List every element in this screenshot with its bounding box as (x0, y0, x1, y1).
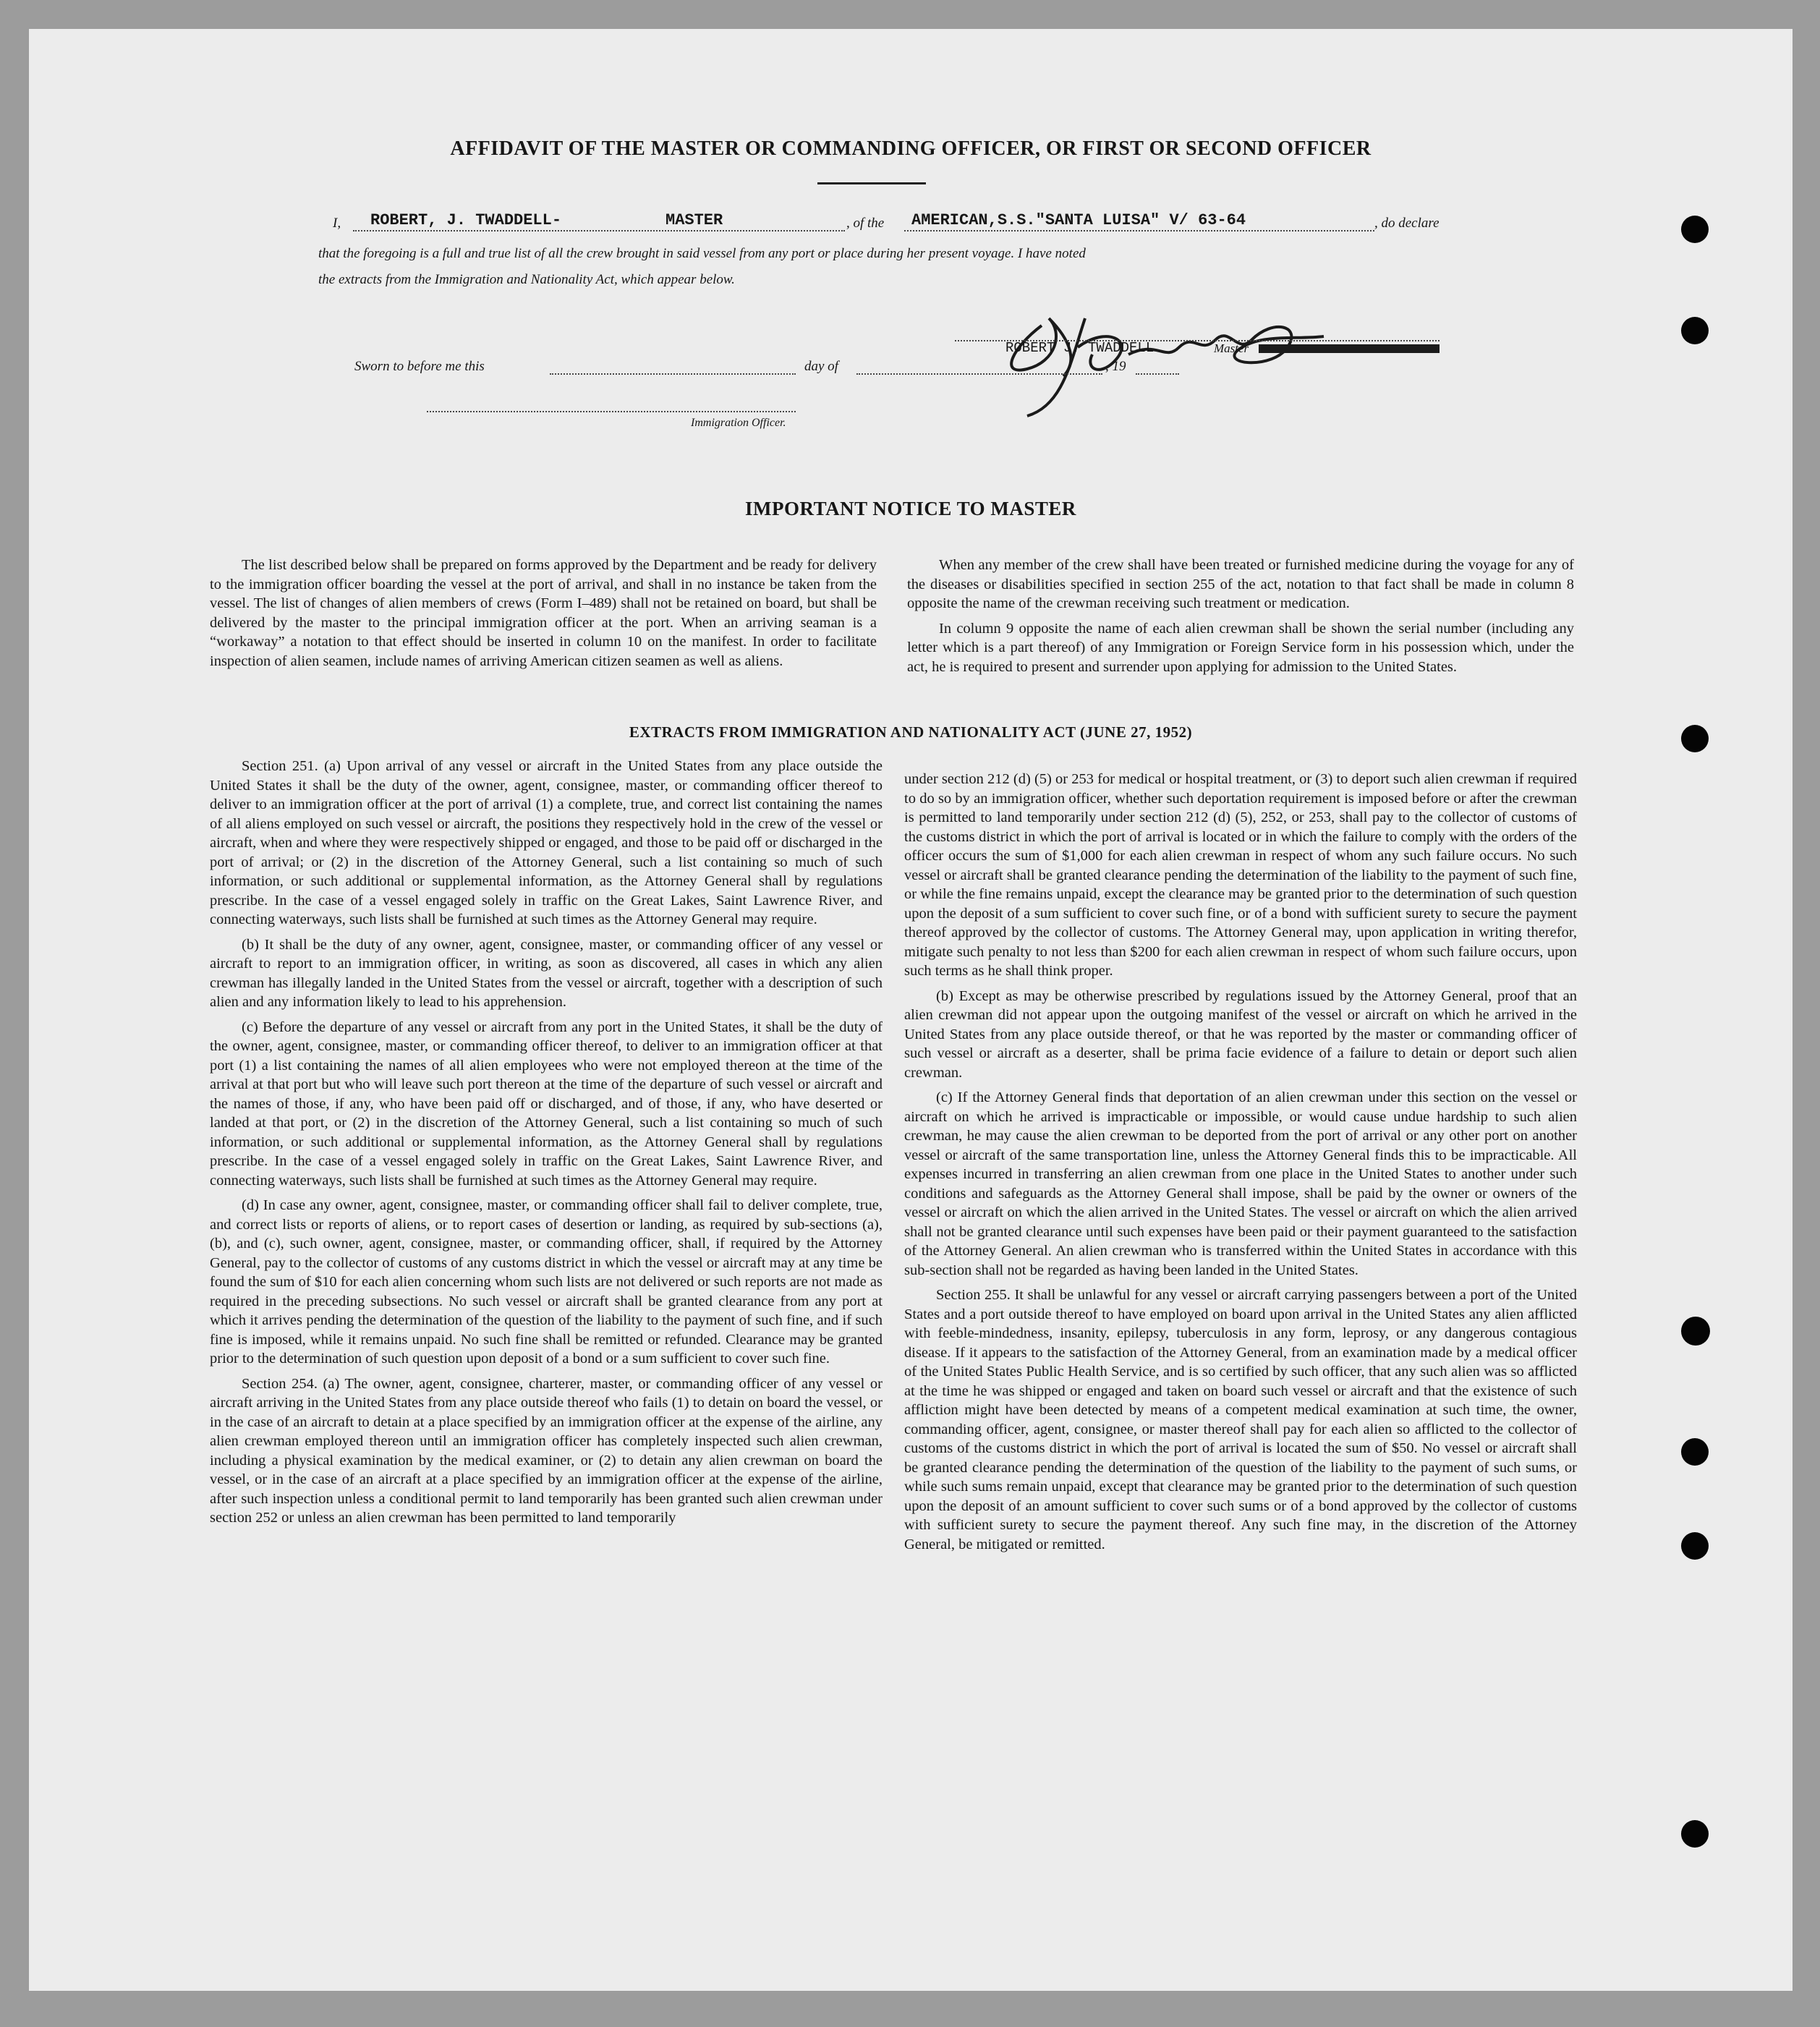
sworn-line (354, 359, 1222, 388)
master-name: ROBERT, J. TWADDELL- (370, 211, 562, 229)
sworn-year-field (1136, 373, 1179, 375)
immigration-officer-label: Immigration Officer. (691, 417, 786, 429)
punch-hole (1681, 1317, 1710, 1346)
name-underline (353, 230, 845, 231)
act-section-paragraph: (b) It shall be the duty of any owner, agent, consignee, master, or commanding officer of any vessel or aircraft to report to an immigration officer, in writing, as soon as discovered, all cases in which any alien crewman has illegally landed in the United States from the vessel or aircraft, together with a description of such alien and any information likely to lead to his apprehension. (210, 936, 883, 1010)
notice-title: IMPORTANT NOTICE TO MASTER (745, 498, 1076, 519)
extracts-right-column (904, 770, 1577, 1560)
notice-paragraph: The list described below shall be prepared on forms approved by the Department and be ready for delivery to the immigration officer boarding the vessel at the port of arrival, and shall in no instance be taken from the vessel. The list of changes of alien members of crews (Form I–489) shall not be retained on board, but shall be delivered by the master to the principal immigration officer at the port. When an arriving seaman is a “workaway” a notation to that effect should be inserted in column 10 on the manifest. In order to facilitate inspection of alien seamen, include names of arriving American citizen seamen as well as aliens. (210, 557, 877, 669)
pronoun: I, (333, 216, 341, 231)
officer-signature-line (427, 411, 796, 412)
declaration-line-2: that the foregoing is a full and true list of all the crew brought in said vessel from any port or place during her present voyage. I have noted (318, 246, 1086, 261)
signature-typed-name: ROBERT J. TWADDELL (1005, 340, 1154, 356)
punch-hole (1681, 317, 1709, 344)
punch-hole (1681, 1820, 1709, 1848)
document-page (29, 29, 1793, 1991)
punch-hole (1681, 1438, 1709, 1466)
act-section-paragraph: (c) Before the departure of any vessel or aircraft from any port in the United States, it shall be the duty of the owner, agent, consignee, master, or commanding officer thereof, to deliver to an immigration officer at that port (1) a list containing the names of all alien employees who were not employed thereon at the time of the arrival at that port but who will leave such port thereon at the time of the departure of such vessel or aircraft and the names of those, if any, who have been paid off or discharged, and of those, if any, who have deserted or landed at that port, or (2) in the discretion of the Attorney General, such a list containing so much of such information, or such additional or supplemental information, as the Attorney General shall by regulations prescribe. In the case of a vessel engaged solely in traffic on the Great Lakes, Saint Lawrence River, and connecting waterways, such lists shall be furnished at such times as the Attorney General may require. (210, 1019, 883, 1189)
title-rule (817, 182, 926, 184)
declaration-line-3: the extracts from the Immigration and Nationality Act, which appear below. (318, 272, 735, 287)
sworn-label: Sworn to before me this (354, 359, 485, 374)
notice-paragraph: In column 9 opposite the name of each alien crewman shall be shown the serial number (including any letter which is a part thereof) of any Immigration or Foreign Service form in his possession which, under the act, he is required to present and surrender upon applying for admission to the United States. (907, 620, 1574, 675)
extracts-title: EXTRACTS FROM IMMIGRATION AND NATIONALITY ACT (JUNE 27, 1952) (629, 723, 1193, 741)
notice-paragraph: When any member of the crew shall have been treated or furnished medicine during the voyage for any of the diseases or disabilities specified in section 255 of the act, notation to that fact shall be made in column 8 opposite the name of the crewman receiving such treatment or medication. (907, 557, 1574, 611)
day-of-label: day of (804, 359, 838, 374)
punch-hole (1681, 1532, 1709, 1560)
act-section-paragraph: Section 254. (a) The owner, agent, consignee, charterer, master, or commanding officer of any vessel or aircraft arriving in the United States from any place outside thereof who fails (1) to detain on board the vessel, or in the case of an aircraft to detain at a place specified by an immigration officer at the expense of the airline, any alien crewman employed thereon until an immigration officer has completely inspected such alien crewman, including a physical examination by the medical examiner, or (2) to detain any alien crewman on board the vessel, or in the case of an aircraft at a place specified by an immigration officer at the expense of the airline, after such inspection unless a conditional permit to land temporarily has been granted such alien crewman under section 252 or unless an alien crewman has been permitted to land temporarily (210, 1375, 883, 1526)
sworn-day-field (550, 373, 796, 375)
handwritten-signature (984, 297, 1389, 420)
notice-right-column (907, 556, 1574, 682)
act-section-paragraph: (c) If the Attorney General finds that deportation of an alien crewman under this section on the vessel or aircraft on which he arrived is impracticable or impossible, or would cause undue hardship to such alien crewman, he may cause the alien crewman to be deported from the port of arrival or any other port on another vessel or aircraft of the same transportation line, unless the Attorney General finds this to be impracticable. All expenses incurred in transferring an alien crewman from one place in the United States to another under such conditions and safeguards as the Attorney General shall impose, shall be paid by the owner or owners of the vessel or aircraft on which the alien arrived in the United States. The vessel or aircraft on which the alien arrived shall not be granted clearance until such expenses have been paid or their payment guaranteed to the satisfaction of the Attorney General. An alien crewman who is transferred within the United States in accordance with this sub-section shall not be regarded as having been landed in the United States. (904, 1089, 1577, 1278)
act-section-paragraph: under section 212 (d) (5) or 253 for medical or hospital treatment, or (3) to deport such alien crewman if required to do so by an immigration officer, whether such deportation requirement is imposed before or after the crewman is permitted to land temporarily under section 212 (d) (5), 252, or 253, shall pay to the collector of customs of the customs district in which the port of arrival is located or in which the failure to comply with the orders of the officer occurs the sum of $1,000 for each alien crewman in respect of whom any such failure occurs. No such vessel or aircraft shall be granted clearance pending the determination of the liability to the payment of such fine, or while the fine remains unpaid, except the clearance may be granted prior to the determination of such question upon the deposit of a sum sufficient to cover such fine, or of a bond with sufficient surety to secure the payment thereof approved by the collector of customs. The Attorney General may, upon application in writing therefor, mitigate such penalty to not less than $200 for each alien crewman in respect of whom such failure occurs, upon such terms as he shall think proper. (904, 771, 1577, 979)
extracts-left-column (210, 757, 883, 1534)
master-rank: MASTER (666, 211, 723, 229)
do-declare-label: , do declare (1374, 216, 1440, 231)
of-the-label: , of the (846, 216, 885, 231)
declaration-line (333, 211, 1461, 240)
notice-left-column (210, 556, 877, 676)
year-label: , 19 (1105, 359, 1126, 374)
punch-hole (1681, 216, 1709, 243)
sworn-month-field (856, 373, 1102, 375)
act-section-paragraph: (b) Except as may be otherwise prescribed by regulations issued by the Attorney General, proof that an alien crewman did not appear upon the outgoing manifest of the vessel or aircraft on which he arrived in the United States from any place outside thereof, or that he was reported by the master or commanding officer of such vessel or aircraft as a deserter, shall be prima facie evidence of a failure to detain or deport such alien crewman. (904, 987, 1577, 1081)
act-section-paragraph: Section 255. It shall be unlawful for any vessel or aircraft carrying passengers between a port of the United States and a port outside thereof to have employed on board upon arrival in the United States any alien afflicted with feeble-mindedness, insanity, epilepsy, tuberculosis in any form, leprosy, or any dangerous contagious disease. If it appears to the satisfaction of the Attorney General, from an examination made by a medical officer of the United States Public Health Service, and is so certified by such officer, that any such alien was so afflicted at the time he was shipped or engaged and taken on board such vessel or aircraft and that the existence of such affliction might have been detected by means of a competent medical examination at such time, the owner, commanding officer, agent, consignee, or master thereof shall pay for each alien so afflicted to the collector of customs of the customs district in which the port of arrival is located the sum of $50. No vessel or aircraft shall be granted clearance pending the determination of the question of the liability to the payment of such sums, or while such sums remain unpaid, except that clearance may be granted prior to the determination of such question upon the deposit of an amount sufficient to cover such sums or of a bond approved by the collector of customs with sufficient surety to secure the payment thereof. Any such fine may, in the discretion of the Attorney General, be mitigated or remitted. (904, 1287, 1577, 1552)
act-section-paragraph: (d) In case any owner, agent, consignee, master, or commanding officer shall fail to deliver complete, true, and correct lists or reports of aliens, or to report cases of desertion or landing, as required by sub-sections (a), (b), and (c), such owner, agent, consignee, master, or commanding officer, shall, if required by the Attorney General, pay to the collector of customs of any customs district in which the vessel or aircraft may at any time be found the sum of $10 for each alien concerning whom such lists are not delivered or such reports are not made as required in the preceding subsections. No such vessel or aircraft shall be granted clearance from any port at which it arrives pending the determination of the question of the liability to the payment of such fine, and if such fine is imposed, while it remains unpaid. No such fine shall be remitted or refunded. Clearance may be granted prior to the determination of such question upon deposit of a bond or a sum sufficient to cover such fine. (210, 1197, 883, 1367)
act-section-paragraph: Section 251. (a) Upon arrival of any vessel or aircraft in the United States from any place outside the United States it shall be the duty of the owner, agent, consignee, master, or commanding officer thereof to deliver to an immigration officer at the port of arrival (1) a complete, true, and correct list containing the names of all aliens employed on such vessel or aircraft, the positions they respectively hold in the crew of the vessel or aircraft, when and where they were respectively shipped or engaged, and those to be paid off or discharged in the port of arrival; or (2) in the discretion of the Attorney General, such a list containing so much of such information, or such additional or supplemental information, as the Attorney General shall by regulations prescribe. In the case of a vessel engaged solely in traffic on the Great Lakes, Saint Lawrence River, and connecting waterways, such lists shall be furnished at such times as the Attorney General may require. (210, 758, 883, 927)
struck-out-text (1259, 344, 1440, 353)
punch-hole (1681, 725, 1709, 752)
vessel-underline (904, 230, 1374, 231)
vessel-name: AMERICAN,S.S."SANTA LUISA" V/ 63-64 (911, 211, 1246, 229)
signature-title: Master (1214, 341, 1249, 355)
affidavit-title: AFFIDAVIT OF THE MASTER OR COMMANDING OFFICER, OR FIRST OR SECOND OFFICER (450, 137, 1372, 160)
